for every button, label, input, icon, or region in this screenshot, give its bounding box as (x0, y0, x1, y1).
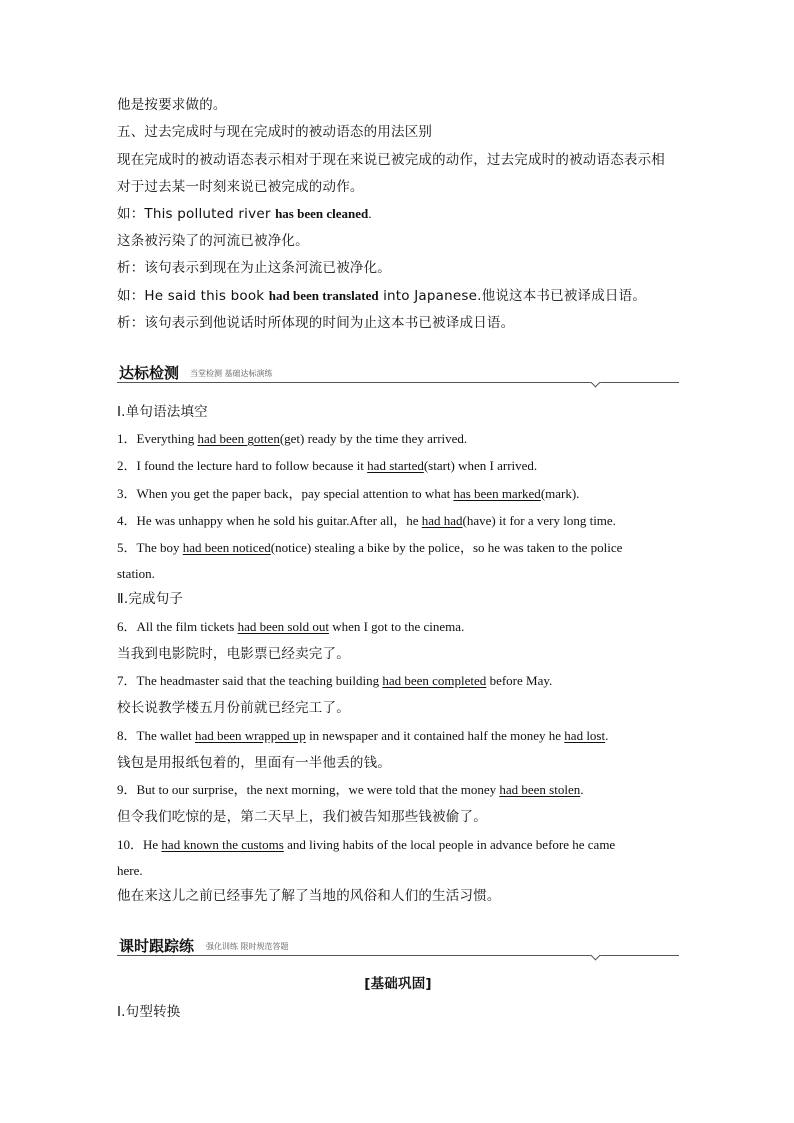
example-1-analysis: 析：该句表示到现在为止这条河流已被净化。 (117, 260, 391, 276)
paragraph-line-2: 对于过去某一时刻来说已被完成的动作。 (117, 179, 364, 195)
answer: had been gotten (197, 431, 280, 446)
answer: had been sold out (237, 619, 329, 634)
question-2 (117, 456, 537, 476)
question-text: 10．He (117, 837, 162, 852)
question-7 (117, 671, 552, 691)
question-text: (notice) stealing a bike by the police，so he was taken to the police (270, 540, 623, 555)
example-1 (117, 204, 371, 224)
example-1-translation: 这条被污染了的河流已被净化。 (117, 233, 309, 249)
answer: had been stolen (499, 782, 581, 797)
question-text: . (580, 782, 584, 797)
section-subtitle: 当堂检测 基础达标演练 (190, 369, 273, 378)
question-4 (117, 511, 616, 531)
section-title: 达标检测 (119, 364, 180, 382)
answer: had started (367, 458, 424, 473)
example-2-bold: had been translated (268, 288, 379, 303)
question-text: . (605, 728, 609, 743)
question-5-cont: station. (117, 566, 155, 581)
rule-notch (591, 951, 601, 961)
question-text: 1．Everything (117, 431, 198, 446)
example-1-bold: has been cleaned (275, 206, 369, 221)
section-header-dabiao (117, 362, 679, 384)
example-2-analysis: 析：该句表示到他说话时所体现的时间为止这本书已被译成日语。 (117, 315, 515, 331)
question-text: 7．The headmaster said that the teaching building (117, 673, 383, 688)
paragraph-line-1: 现在完成时的被动语态表示相对于现在来说已被完成的动作，过去完成时的被动语态表示相 (117, 152, 665, 168)
question-text: when I got to the cinema. (328, 619, 465, 634)
example-1-suffix: . (368, 206, 372, 221)
question-5 (117, 538, 622, 558)
answer: had lost (564, 728, 606, 743)
question-9 (117, 780, 583, 800)
question-text: 3．When you get the paper back，pay special attention to what (117, 486, 454, 501)
question-3 (117, 484, 579, 504)
question-10-translation: 他在来这儿之前已经事先了解了当地的风俗和人们的生活习惯。 (117, 888, 501, 904)
part-2-heading: Ⅱ.完成句子 (117, 591, 184, 607)
question-text: before May. (486, 673, 553, 688)
question-6-translation: 当我到电影院时，电影票已经卖完了。 (117, 646, 350, 662)
section-header-keshi (117, 935, 679, 957)
example-2-prefix: 如：He said this book (117, 288, 269, 304)
answer: had been wrapped up (194, 728, 306, 743)
answer: had known the customs (161, 837, 284, 852)
question-text: (mark). (540, 486, 580, 501)
question-text: (have) it for a very long time. (462, 513, 616, 528)
question-text: and living habits of the local people in advance before he came (283, 837, 616, 852)
section-title: 课时跟踪练 (119, 937, 195, 955)
answer: had been noticed (182, 540, 271, 555)
part-3-heading: Ⅰ.句型转换 (117, 1004, 181, 1020)
question-text: 8．The wallet (117, 728, 195, 743)
question-7-translation: 校长说教学楼五月份前就已经完工了。 (117, 700, 350, 716)
question-1 (117, 429, 467, 449)
question-10-cont: here. (117, 863, 143, 878)
question-text: in newspaper and it contained half the money he (305, 728, 565, 743)
question-6 (117, 617, 464, 637)
answer: had been completed (382, 673, 487, 688)
part-1-heading: Ⅰ.单句语法填空 (117, 404, 208, 420)
question-9-translation: 但令我们吃惊的是，第二天早上，我们被告知那些钱被偷了。 (117, 809, 487, 825)
question-text: 9．But to our surprise，the next morning，we were told that the money (117, 782, 500, 797)
question-8 (117, 726, 608, 746)
example-1-prefix: 如：This polluted river (117, 206, 276, 222)
question-text: (start) when I arrived. (423, 458, 538, 473)
answer: has been marked (453, 486, 541, 501)
question-10 (117, 835, 615, 855)
example-2 (117, 286, 646, 306)
question-text: 4．He was unhappy when he sold his guitar.After all，he (117, 513, 422, 528)
question-text: 6．All the film tickets (117, 619, 238, 634)
question-text: 2．I found the lecture hard to follow because it (117, 458, 368, 473)
intro-line: 他是按要求做的。 (117, 97, 227, 113)
center-heading: [基础巩固] (364, 976, 432, 992)
section-heading-5: 五、过去完成时与现在完成时的被动语态的用法区别 (117, 124, 433, 140)
question-8-translation: 钱包是用报纸包着的，里面有一半他丢的钱。 (117, 755, 391, 771)
answer: had had (421, 513, 463, 528)
section-subtitle: 强化训练 限时规范答题 (206, 942, 289, 951)
question-text: 5．The boy (117, 540, 183, 555)
example-2-suffix: into Japanese.他说这本书已被译成日语。 (378, 288, 647, 304)
question-text: (get) ready by the time they arrived. (279, 431, 468, 446)
rule-notch (591, 378, 601, 388)
